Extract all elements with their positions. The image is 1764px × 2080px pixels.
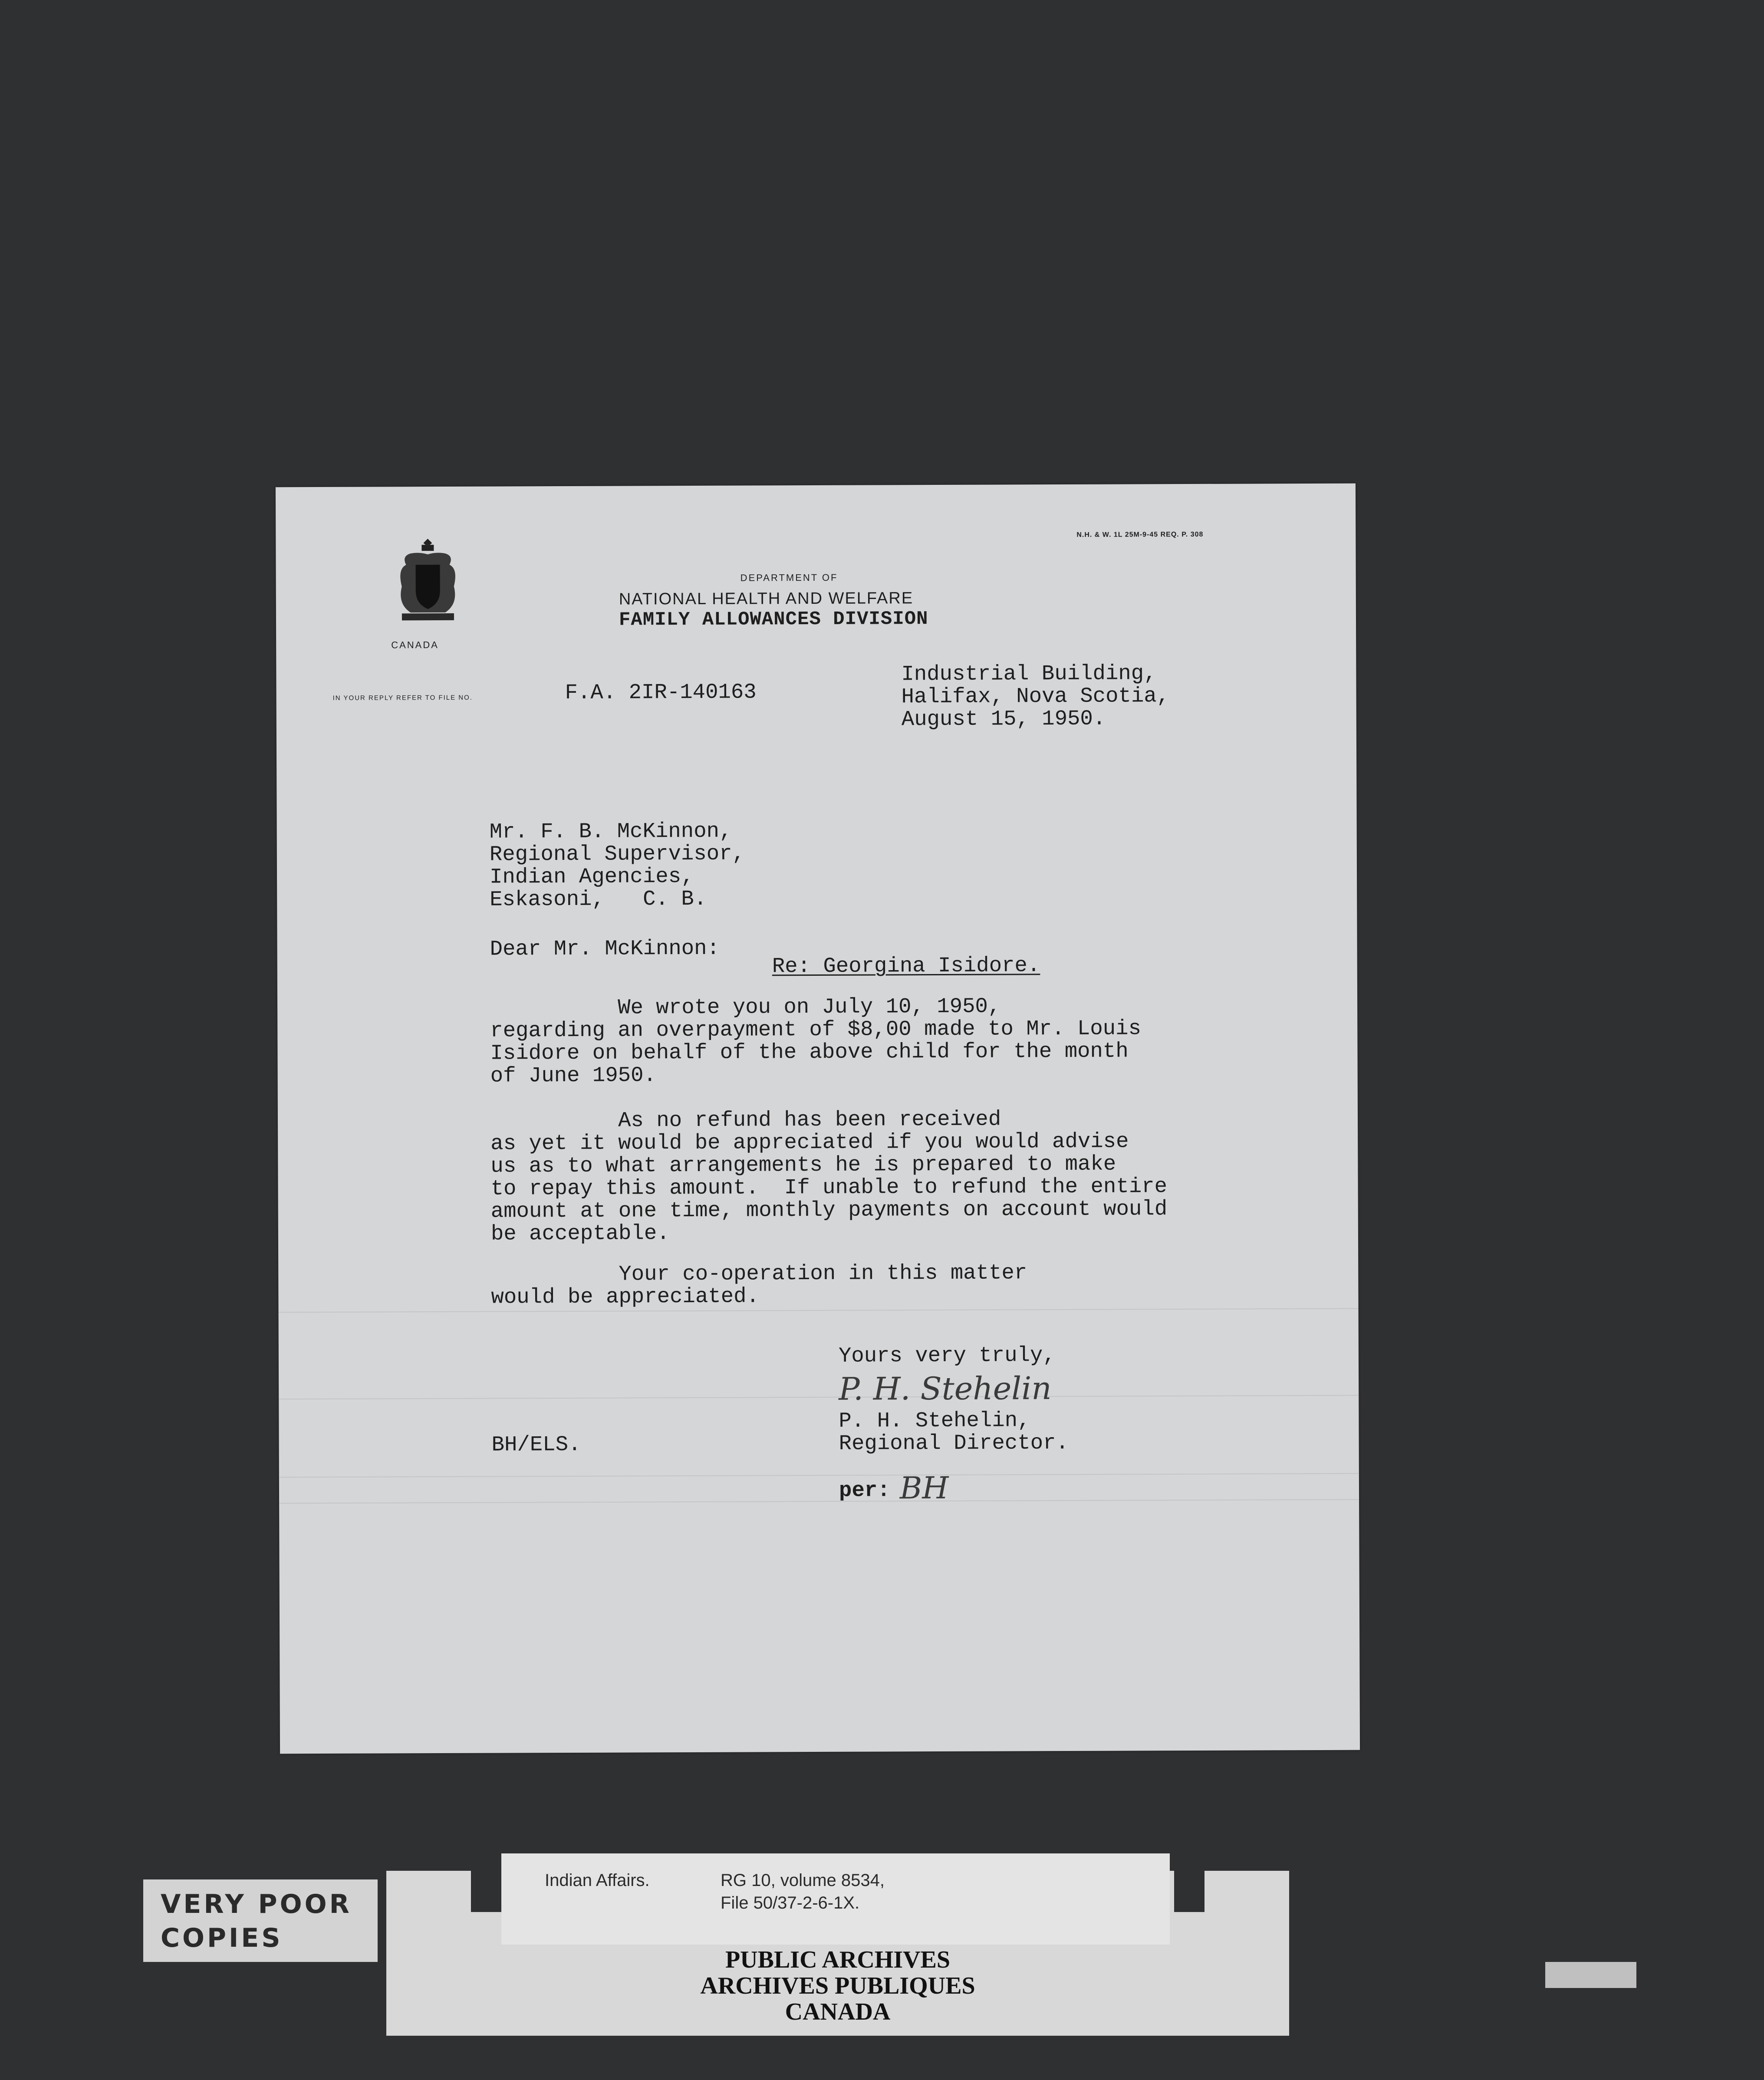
department-name: NATIONAL HEALTH AND WELFARE bbox=[619, 589, 914, 609]
signer-name: P. H. Stehelin, bbox=[839, 1408, 1030, 1433]
coat-of-arms-icon bbox=[393, 539, 463, 635]
body-line: to repay this amount. If unable to refund the entire bbox=[490, 1174, 1168, 1201]
recipient-line-1: Mr. F. B. McKinnon, bbox=[489, 819, 732, 844]
reference-initials: BH/ELS. bbox=[491, 1432, 581, 1457]
form-number: N.H. & W. 1L 25M-9-45 REQ. P. 308 bbox=[1076, 530, 1204, 539]
ruled-line bbox=[279, 1473, 1359, 1478]
stamp-line-3: CANADA bbox=[785, 1998, 891, 2025]
body-line: Isidore on behalf of the above child for the month bbox=[490, 1039, 1129, 1066]
body-line: us as to what arrangements he is prepared to make bbox=[490, 1152, 1116, 1178]
body-line: be acceptable. bbox=[490, 1221, 670, 1246]
body-line: amount at one time, monthly payments on account would bbox=[490, 1197, 1168, 1224]
country-label: CANADA bbox=[391, 639, 439, 651]
volume-label: RG 10, volume 8534, bbox=[721, 1871, 885, 1890]
per-initials: BH bbox=[899, 1470, 949, 1506]
letter-page bbox=[276, 484, 1360, 1754]
recipient-line-3: Indian Agencies, bbox=[489, 864, 694, 889]
salutation: Dear Mr. McKinnon: bbox=[490, 936, 720, 961]
letter-date: August 15, 1950. bbox=[901, 706, 1106, 732]
body-line: We wrote you on July 10, 1950, bbox=[490, 994, 1001, 1020]
recipient-line-4: Eskasoni, C. B. bbox=[490, 886, 707, 912]
handwritten-note-tag bbox=[143, 1879, 378, 1962]
stamp-line-2: ARCHIVES PUBLIQUES bbox=[700, 1972, 975, 1999]
subject-line: Re: Georgina Isidore. bbox=[772, 953, 1040, 979]
ruled-line bbox=[279, 1499, 1359, 1504]
division-name: FAMILY ALLOWANCES DIVISION bbox=[619, 608, 928, 631]
body-line: As no refund has been received bbox=[490, 1107, 1001, 1133]
ruled-line bbox=[279, 1308, 1359, 1313]
archive-reference-box bbox=[501, 1853, 1170, 1945]
body-line: as yet it would be appreciated if you would advise bbox=[490, 1129, 1129, 1156]
signer-title: Regional Director. bbox=[839, 1430, 1069, 1456]
collection-label: Indian Affairs. bbox=[545, 1871, 650, 1890]
body-line: would be appreciated. bbox=[491, 1284, 760, 1310]
recipient-line-2: Regional Supervisor, bbox=[489, 841, 745, 867]
archive-label bbox=[386, 1871, 1289, 2036]
department-of-label: DEPARTMENT OF bbox=[740, 572, 838, 583]
address-line-2: Halifax, Nova Scotia, bbox=[901, 684, 1170, 709]
body-line: of June 1950. bbox=[490, 1063, 657, 1088]
per-label: per: bbox=[839, 1478, 890, 1503]
signature: P. H. Stehelin bbox=[839, 1370, 1052, 1407]
valediction: Yours very truly, bbox=[838, 1343, 1056, 1368]
body-line: Your co-operation in this matter bbox=[491, 1261, 1027, 1287]
note-line-1: VERY POOR bbox=[161, 1889, 352, 1919]
ruled-line bbox=[279, 1395, 1359, 1400]
body-line: regarding an overpayment of $8,00 made to Mr. Louis bbox=[490, 1016, 1142, 1043]
address-line-1: Industrial Building, bbox=[901, 661, 1157, 687]
stamp-line-1: PUBLIC ARCHIVES bbox=[725, 1946, 951, 1973]
file-number: F.A. 2IR-140163 bbox=[565, 680, 757, 705]
file-label: File 50/37-2-6-1X. bbox=[721, 1893, 860, 1912]
file-reference-label: IN YOUR REPLY REFER TO FILE NO. bbox=[332, 694, 473, 702]
note-line-2: COPIES bbox=[161, 1923, 283, 1953]
film-frame-mark bbox=[1545, 1962, 1636, 1988]
